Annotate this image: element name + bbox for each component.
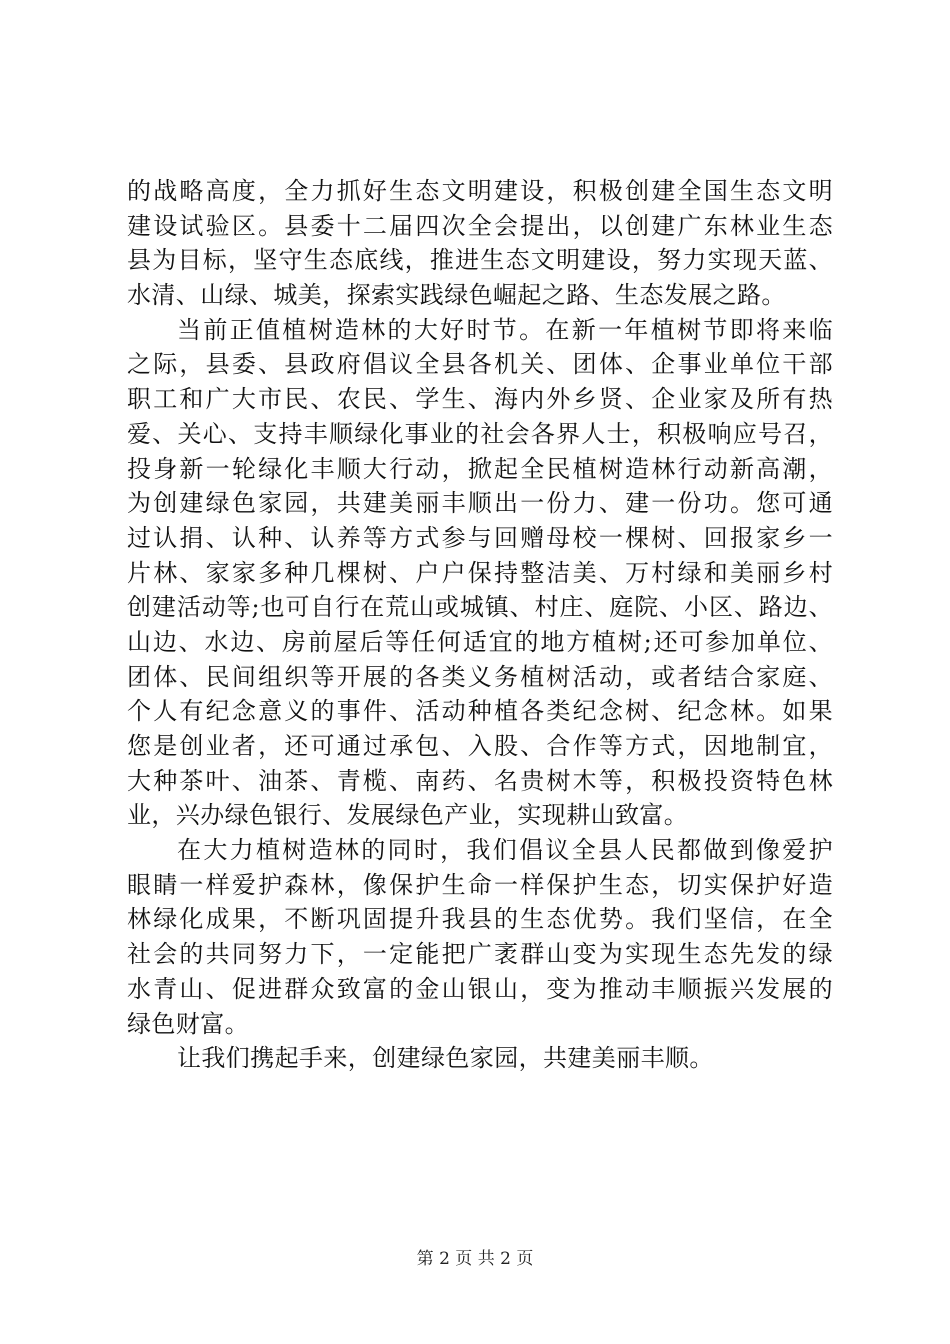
text-line: 山边、水边、房前屋后等任何适宜的地方植树;还可参加单位、 [127, 627, 833, 656]
body-text [127, 174, 833, 1076]
text-line: 让我们携起手来，创建绿色家园，共建美丽丰顺。 [177, 1044, 714, 1073]
text-line: 片林、家家多种几棵树、户户保持整洁美、万村绿和美丽乡村 [127, 558, 833, 587]
text-line: 建设试验区。县委十二届四次全会提出，以创建广东林业生态 [127, 211, 833, 240]
text-line: 之际，县委、县政府倡议全县各机关、团体、企事业单位干部 [127, 350, 833, 379]
text-line: 社会的共同努力下，一定能把广袤群山变为实现生态先发的绿 [127, 940, 833, 969]
text-line: 林绿化成果，不断巩固提升我县的生态优势。我们坚信，在全 [127, 905, 833, 934]
text-line: 您是创业者，还可通过承包、入股、合作等方式，因地制宜， [127, 732, 833, 760]
text-line: 眼睛一样爱护森林，像保护生命一样保护生态，切实保护好造 [127, 870, 833, 899]
text-line: 团体、民间组织等开展的各类义务植树活动，或者结合家庭、 [127, 662, 833, 691]
text-line: 的战略高度，全力抓好生态文明建设，积极创建全国生态文明 [127, 177, 833, 205]
text-line: 大种茶叶、油茶、青榄、南药、名贵树木等，积极投资特色林 [127, 766, 833, 795]
text-line: 县为目标，坚守生态底线，推进生态文明建设，努力实现天蓝、 [127, 246, 833, 275]
text-line: 创建活动等;也可自行在荒山或城镇、村庄、庭院、小区、路边、 [127, 593, 833, 622]
text-line: 业，兴办绿色银行、发展绿色产业，实现耕山致富。 [127, 801, 689, 830]
text-line: 职工和广大市民、农民、学生、海内外乡贤、企业家及所有热 [127, 385, 833, 414]
text-line: 投身新一轮绿化丰顺大行动，掀起全民植树造林行动新高潮， [127, 454, 833, 483]
text-line: 个人有纪念意义的事件、活动种植各类纪念树、纪念林。如果 [127, 697, 833, 726]
text-line: 过认捐、认种、认养等方式参与回赠母校一棵树、回报家乡一 [127, 523, 833, 552]
text-line: 绿色财富。 [127, 1009, 249, 1038]
text-line: 水清、山绿、城美，探索实践绿色崛起之路、生态发展之路。 [127, 281, 786, 310]
text-line: 在大力植树造林的同时，我们倡议全县人民都做到像爱护 [177, 836, 833, 865]
text-line: 当前正值植树造林的大好时节。在新一年植树节即将来临 [177, 315, 833, 344]
page-number-footer: 第 2 页 共 2 页 [416, 1249, 534, 1269]
text-line: 爱、关心、支持丰顺绿化事业的社会各界人士，积极响应号召， [127, 419, 833, 448]
text-line: 为创建绿色家园，共建美丽丰顺出一份力、建一份功。您可通 [127, 489, 833, 518]
text-line: 水青山、促进群众致富的金山银山，变为推动丰顺振兴发展的 [127, 974, 833, 1003]
